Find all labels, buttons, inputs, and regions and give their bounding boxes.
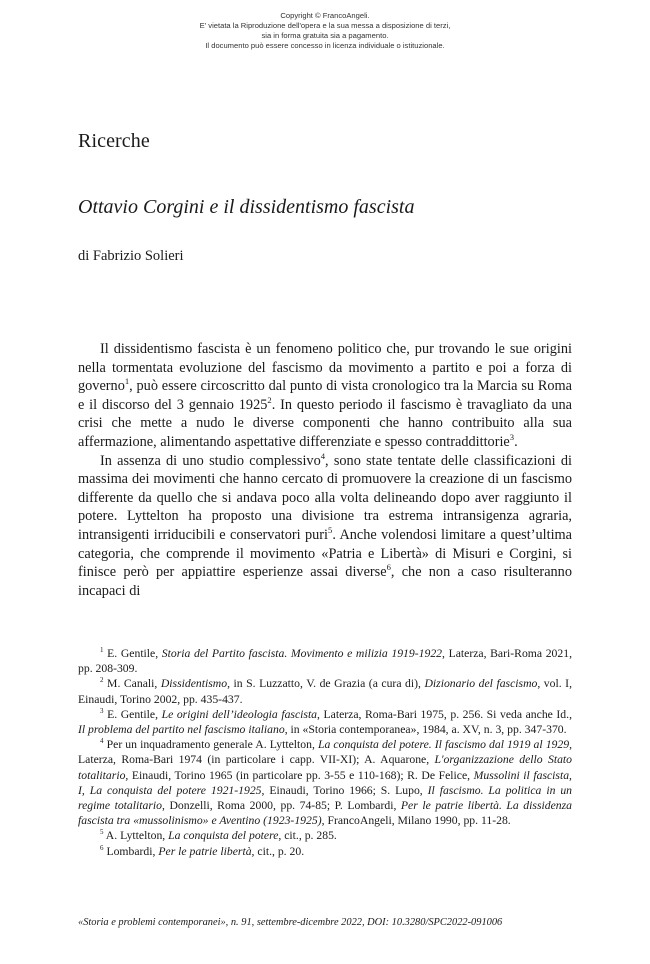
copyright-notice [0,11,650,51]
footnote: $^5$ A. Lyttelton, La conquista del potere, cit., p. 285. [100,828,337,843]
footnote-number: 1 [100,646,104,655]
footnote-number: 5 [100,828,104,837]
footnote-ref[interactable]: 3 [509,432,515,443]
footnote-number: 2 [100,676,104,685]
copyright-line: Copyright © FrancoAngeli. [280,11,370,20]
copyright-line: E' vietata la Riproduzione dell'opera e la sua messa a disposizione di terzi, [199,21,451,30]
journal-citation: «Storia e problemi contemporanei», n. 91, settembre-dicembre 2022, DOI: 10.3280/SPC2022-091006 [78,917,503,928]
copyright-line: sia in forma gratuita sia a pagamento. [261,31,389,40]
footnote: $^2$ M. Canali, Dissidentismo, in S. Luzzatto, V. de Grazia (a cura di), Dizionario del fascismo, vol. I, Einaudi, Torino 2002, pp. 435-437. [78,676,572,706]
author-byline: di Fabrizio Solieri [78,248,184,264]
footnote: $^1$ E. Gentile, Storia del Partito fascista. Movimento e milizia 1919-1922, Laterza, Bari-Roma 2021, pp. 208-309. [78,646,572,676]
footnotes [78,646,572,859]
section-heading: Ricerche [78,130,150,152]
footnote-number: 3 [100,706,104,715]
footnote-ref[interactable]: 6 [386,562,391,573]
paragraph: Il dissidentismo fascista è un fenomeno politico che, pur trovando le sue origini nella tormentata evoluzione del fascismo da movimento a partito e poi a forza di governo$^1$, può essere circoscritto dal punto di vista cronologico tra la Marcia su Roma e il discorso del 3 gennaio 1925$^2$. In questo periodo il fascismo è travagliato da una crisi che mette a nudo le diverse componenti che hanno contribuito alla sua affermazione, alimentando aspettative differenziate e spesso contraddittorie$^3$. [78,341,573,450]
footnote-ref[interactable]: 5 [328,525,333,536]
article-title: Ottavio Corgini e il dissidentismo fascista [78,196,415,218]
copyright-line: Il documento può essere concesso in licenza individuale o istituzionale. [205,41,445,50]
footnote: $^3$ E. Gentile, Le origini dell’ideologia fascista, Laterza, Roma-Bari 1975, p. 256. Si veda anche Id., Il problema del partito nel fascismo italiano, in «Storia contemporanea», 1984, a. XV, n. 3, pp. 347-370. [78,706,572,737]
paragraph: In assenza di uno studio complessivo$^4$, sono state tentate delle classificazioni di massima dei movimenti che hanno cercato di promuovere la creazione di un fascismo differente da quello che si andava poco alla volta delineando dopo aver raggiunto il potere. Lyttelton ha proposto una divisione tra estrema intransigenza agraria, intransigenti irriducibili e conservatori puri$^5$. Anche volendosi limitare a quest’ultima categoria, che comprende il movimento «Patria e Libertà» di Misuri e Corgini, si finisce però per appiattire esperienze assai diverse$^6$, che non a caso risulteranno incapaci di [78,450,573,599]
footnote-ref[interactable]: 2 [267,395,272,406]
footnote-ref[interactable]: 4 [320,450,326,461]
footnote-number: 4 [100,737,104,746]
article-body [78,340,572,600]
footnote-ref[interactable]: 1 [124,376,130,387]
footnote-number: 6 [100,843,104,852]
footnote: $^4$ Per un inquadramento generale A. Lyttelton, La conquista del potere. Il fascismo dal 1919 al 1929, Laterza, Roma-Bari 1974 (in particolare i capp. VII-XI); A. Aquarone, L'organizzazione dello Stato totalitario, Einaudi, Torino 1965 (in particolare pp. 3-55 e 110-168); R. De Felice, Mussolini il fascista, I, La conquista del potere 1921-1925, Einaudi, Torino 1966; S. Lupo, Il fascismo. La politica in un regime totalitario, Donzelli, Roma 2000, pp. 74-85; P. Lombardi, Per le patrie libertà. La dissidenza fascista tra «mussolinismo» e Aventino (1923-1925), FrancoAngeli, Milano 1990, pp. 11-28. [78,737,573,828]
footnote: $^6$ Lombardi, Per le patrie libertà, cit., p. 20. [100,843,305,858]
